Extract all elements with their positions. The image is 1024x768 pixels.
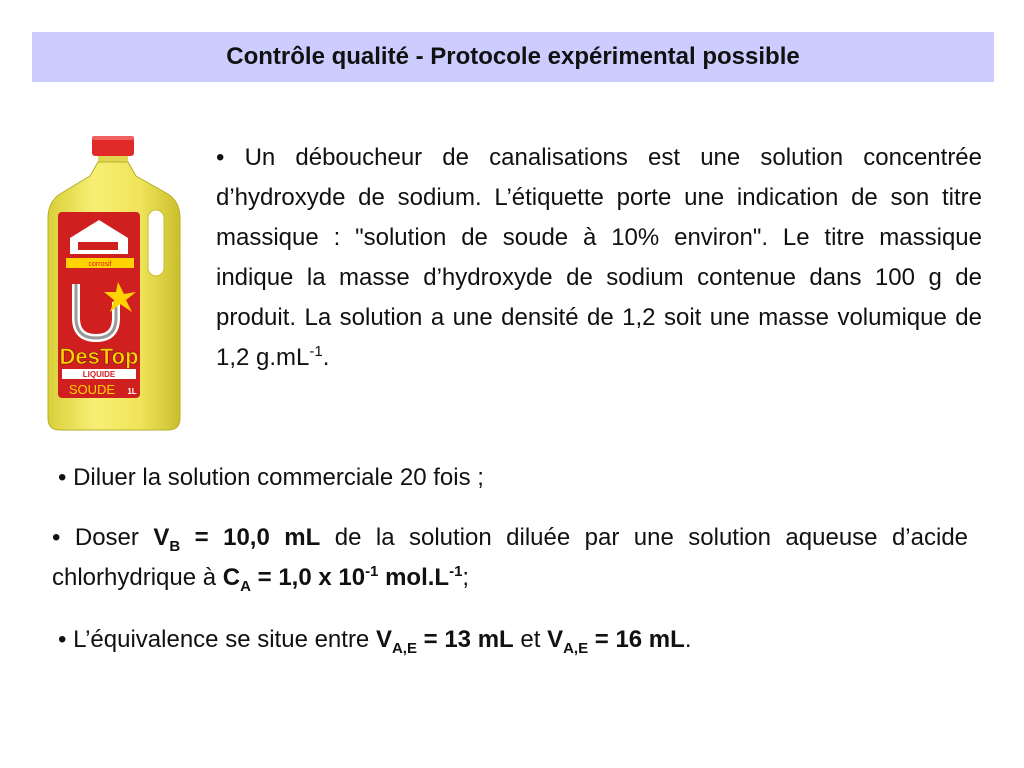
semicolon: ; — [462, 564, 470, 591]
product-brand: DesTop — [59, 344, 139, 369]
bullet: • — [52, 524, 61, 551]
ca-unit: mol.L — [378, 564, 450, 591]
v1-value: = 13 mL — [416, 626, 514, 653]
ca-expression — [222, 563, 463, 595]
conjunction: et — [520, 626, 541, 653]
vb-expression — [153, 524, 321, 555]
ca-exponent: -1 — [365, 563, 379, 580]
v1-symbol: V — [375, 626, 392, 653]
destop-bottle-image — [44, 132, 186, 434]
description-text: Un déboucheur de canalisations est une solution concentrée d’hydroxyde de sodium. L’étiquette porte une indication de son titre massique : "solution de soude à 10% environ". Le titre massique indique la masse d’hydroxyde de sodium contenue dans 100 g de produit. La solution a une densité de 1,2 soit une masse volumique de 1,2 g.mL — [216, 144, 982, 371]
vb-value: = 10,0 mL — [180, 524, 321, 551]
paragraph-description — [216, 138, 982, 378]
product-warning: corrosif — [88, 261, 112, 268]
dilution-text: Diluer la solution commerciale 20 fois ; — [73, 464, 484, 491]
slide-title: Contrôle qualité - Protocole expérimental possible — [226, 43, 800, 70]
period: . — [322, 344, 330, 371]
v2-value: = 16 mL — [588, 626, 685, 653]
paragraph-equivalence — [58, 620, 978, 660]
v2-expression — [547, 626, 685, 657]
title-bar — [32, 32, 994, 82]
product-volume: 1L — [127, 387, 137, 396]
v1-subscript: A,E — [391, 640, 417, 657]
bottle-handle — [148, 210, 164, 276]
v2-symbol: V — [547, 626, 564, 653]
vb-symbol: V — [153, 524, 170, 551]
ca-subscript: A — [240, 578, 251, 595]
v2-subscript: A,E — [563, 640, 589, 657]
ca-symbol: C — [222, 564, 241, 591]
ca-value: = 1,0 x 10 — [250, 564, 366, 591]
paragraph-titration — [52, 518, 968, 598]
equivalence-text: L’équivalence se situe entre — [73, 626, 370, 653]
period: . — [684, 626, 692, 653]
bullet: • — [58, 464, 67, 491]
v1-expression — [375, 626, 514, 657]
product-type: LIQUIDE — [82, 370, 116, 379]
ca-unit-exponent: -1 — [449, 563, 463, 580]
unit-exponent: -1 — [309, 343, 323, 360]
paragraph-dilution — [58, 458, 978, 498]
titration-intro: Doser — [74, 524, 139, 551]
bullet: • — [58, 626, 67, 653]
product-subtitle: SOUDE — [68, 382, 116, 397]
bullet: • — [216, 144, 225, 171]
titration-middle: de la solution diluée par une solution aqueuse d’acide chlorhydrique à — [52, 524, 969, 591]
vb-subscript: B — [169, 538, 181, 555]
